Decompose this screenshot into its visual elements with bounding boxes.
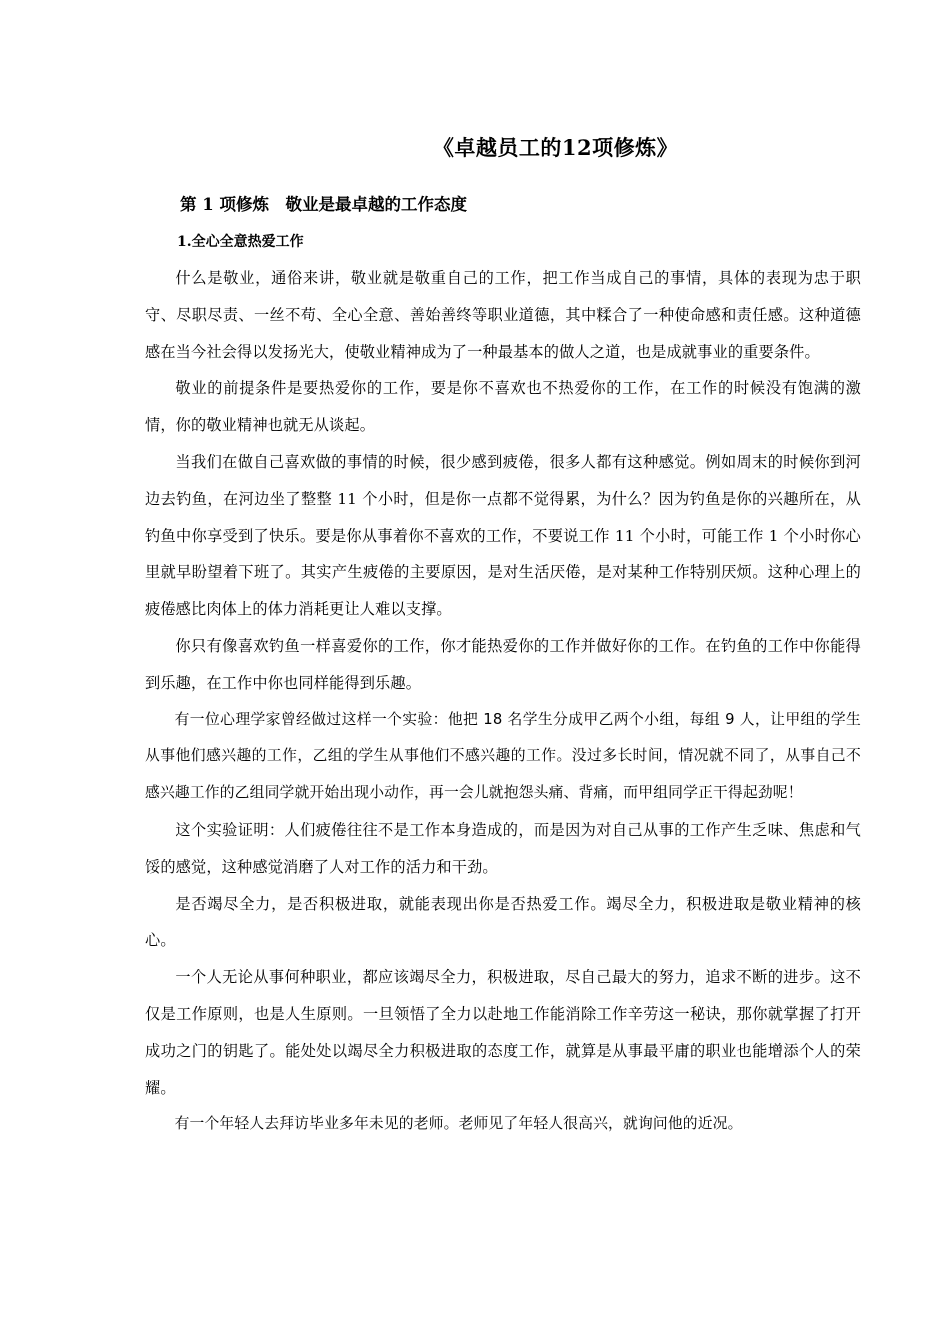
paragraph-definition: 什么是敬业，通俗来讲，敬业就是敬重自己的工作，把工作当成自己的事情，具体的表现为忠于职守、尽职尽责、一丝不苟、全心全意、善始善终等职业道德，其中糅合了一种使命感和责任感。这种道德感在当今社会得以发扬光大，使敬业精神成为了一种最基本的做人之道，也是成就事业的重要条件。: [145, 269, 861, 361]
paragraph-story-start: 有一个年轻人去拜访毕业多年未见的老师。老师见了年轻人很高兴，就询问他的近况。: [174, 1115, 743, 1133]
chapter-heading: 第 1 项修炼 敬业是最卓越的工作态度: [180, 195, 467, 214]
paragraph-principle: 一个人无论从事何种职业，都应该竭尽全力，积极进取，尽自己最大的努力，追求不断的进步。这不仅是工作原则，也是人生原则。一旦领悟了全力以赴地工作能消除工作辛劳这一秘诀，那你就掌握了打开成功之门的钥匙了。能处处以竭尽全力积极进取的态度工作，就算是从事最平庸的职业也能增添个人的荣耀。: [145, 968, 861, 1097]
paragraph-experiment-result: 这个实验证明：人们疲倦往往不是工作本身造成的，而是因为对自己从事的工作产生乏味、焦虑和气馁的感觉，这种感觉消磨了人对工作的活力和干劲。: [145, 820, 861, 876]
paragraph-like-work: 你只有像喜欢钓鱼一样喜爱你的工作，你才能热爱你的工作并做好你的工作。在钓鱼的工作中你能得到乐趣，在工作中你也同样能得到乐趣。: [145, 636, 861, 692]
paragraph-core: 是否竭尽全力，是否积极进取，就能表现出你是否热爱工作。竭尽全力，积极进取是敬业精神的核心。: [145, 894, 861, 950]
paragraph-fishing: 当我们在做自己喜欢做的事情的时候，很少感到疲倦，很多人都有这种感觉。例如周末的时候你到河边去钓鱼，在河边坐了整整 11 个小时，但是你一点都不觉得累，为什么？因为钓鱼是你的兴趣所在，从钓鱼中你享受到了快乐。要是你从事着你不喜欢的工作，不要说工作 11 个小时，可能工作 1 个小时你心里就早盼望着下班了。其实产生疲倦的主要原因，是对生活厌倦，是对某种工作特别厌烦。这种心理上的疲倦感比肉体上的体力消耗更让人难以支撑。: [145, 452, 861, 619]
document-page: [145, 130, 861, 1143]
section-heading: 1.全心全意热爱工作: [177, 234, 304, 250]
document-title: 《卓越员工的12项修炼》: [432, 135, 679, 160]
paragraph-premise: 敬业的前提条件是要热爱你的工作，要是你不喜欢也不热爱你的工作，在工作的时候没有饱满的激情，你的敬业精神也就无从谈起。: [145, 379, 861, 435]
paragraph-experiment: 有一位心理学家曾经做过这样一个实验：他把 18 名学生分成甲乙两个小组，每组 9 人，让甲组的学生从事他们感兴趣的工作，乙组的学生从事他们不感兴趣的工作。没过多长时间，情况就不同了，从事自己不感兴趣工作的乙组同学就开始出现小动作，再一会儿就抱怨头痛、背痛，而甲组同学正干得起劲呢！: [145, 710, 861, 802]
